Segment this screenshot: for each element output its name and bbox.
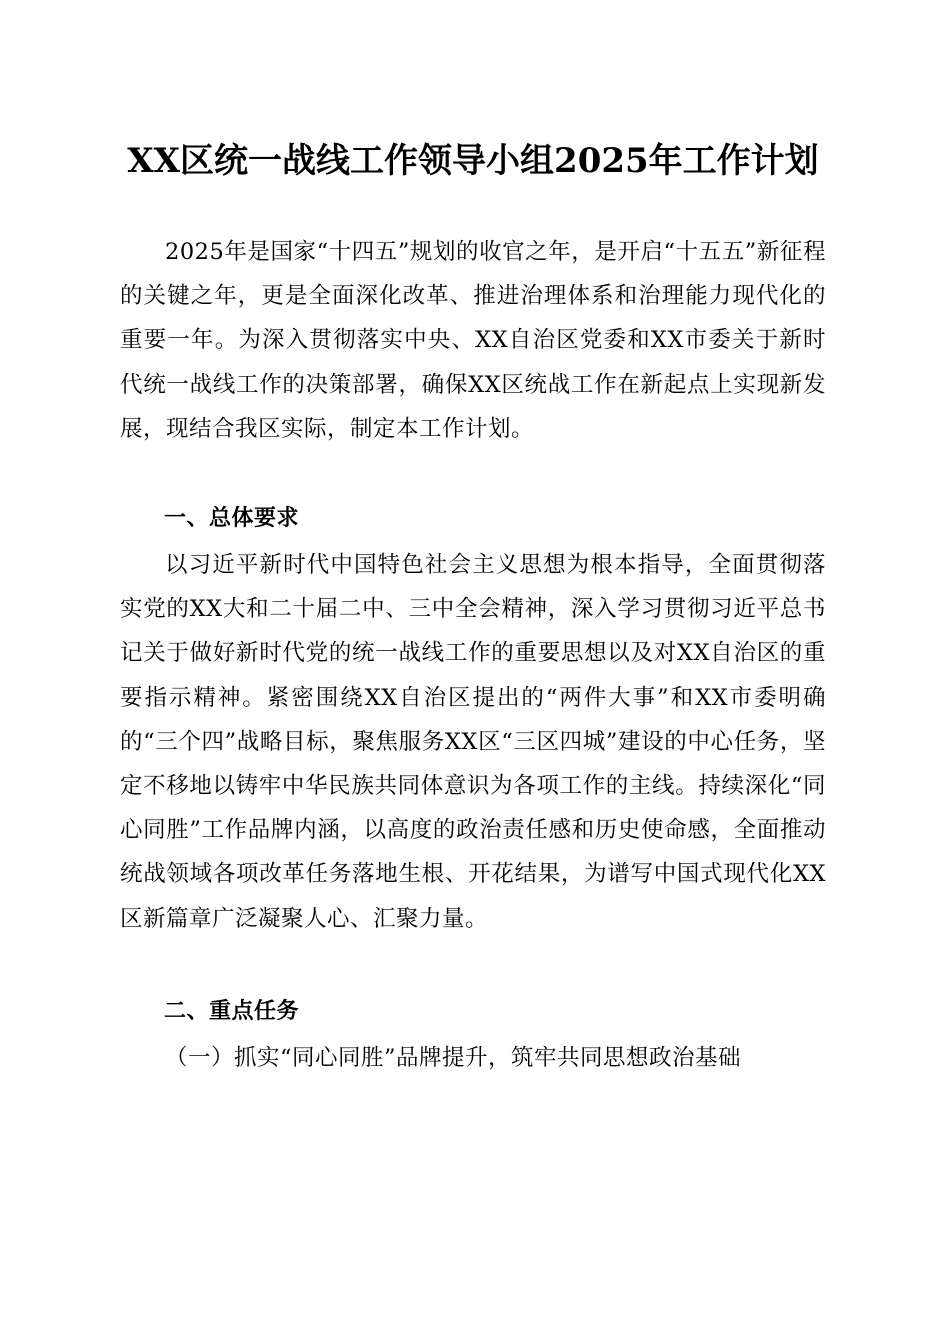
- general-requirements-paragraph: 以习近平新时代中国特色社会主义思想为根本指导，全面贯彻落实党的XX大和二十届二中、三中全会精神，深入学习贯彻习近平总书记关于做好新时代党的统一战线工作的重要思想以及对XX自治区的重要指示精神。紧密围绕XX自治区提出的“两件大事”和XX市委明确的“三个四”战略目标，聚焦服务XX区“三区四城”建设的中心任务，坚定不移地以铸牢中华民族共同体意识为各项工作的主线。持续深化“同心同胜”工作品牌内涵，以高度的政治责任感和历史使命感，全面推动统战领域各项改革任务落地生根、开花结果，为谱写中国式现代化XX区新篇章广泛凝聚人心、汇聚力量。: [120, 552, 826, 932]
- document-page: [120, 0, 826, 1344]
- key-task-subheading: （一）抓实“同心同胜”品牌提升，筑牢共同思想政治基础: [165, 1045, 742, 1071]
- section-heading-key-tasks: 二、重点任务: [164, 999, 300, 1024]
- document-title: XX区统一战线工作领导小组2025年工作计划: [127, 141, 819, 181]
- section-heading-general-requirements: 一、总体要求: [164, 506, 300, 531]
- intro-paragraph: 2025年是国家“十四五”规划的收官之年，是开启“十五五”新征程的关键之年，更是全面深化改革、推进治理体系和治理能力现代化的重要一年。为深入贯彻落实中央、XX自治区党委和XX市委关于新时代统一战线工作的决策部署，确保XX区统战工作在新起点上实现新发展，现结合我区实际，制定本工作计划。: [120, 239, 826, 442]
